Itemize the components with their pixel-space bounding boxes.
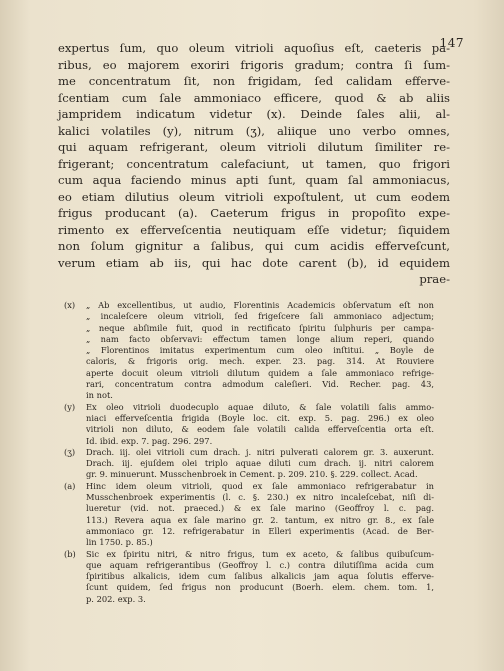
footnote-line: 113.) Revera aqua ex ſale marino gr. 2. tantum, ex nitro gr. 8., ex ſale	[86, 514, 434, 525]
footnote-label: (ʒ)	[64, 446, 76, 457]
footnote-line: Ex oleo vitrioli duodecuplo aquae diluto, & ſale volatili ſalis ammo-	[86, 401, 434, 412]
footnote-line: aperte docuit oleum vitrioli dilutum quidem a ſale ammoniaco refrige-	[86, 367, 434, 378]
footnote-label: (x)	[64, 300, 76, 310]
text-line: cum aqua faciendo minus apti ſunt, quam ſal ammoniacus,	[58, 173, 450, 187]
text-line: qui aquam refrigerant, oleum vitrioli dilutum ſimiliter re-	[58, 140, 450, 154]
footnote-line: Drach. iij. olei vitrioli cum drach. j. nitri pulverati calorem gr. 3. auxerunt.	[86, 446, 434, 457]
footnote-line: Hinc idem oleum vitrioli, quod ex ſale ammoniaco refrigerabatur in	[86, 480, 434, 491]
footnote	[64, 481, 434, 549]
footnote-line: „ incaleſcere oleum vitrioli, ſed frigeſcere ſali ammoniaco adjectum;	[86, 311, 434, 322]
footnote-line: caloris, & frigoris orig. mech. exper. 23. pag. 314. At Rouviere	[86, 356, 434, 367]
footnote-line: „ nam facto obſervavi: effectum tamen longe alium reperi, quando	[86, 333, 434, 344]
footnote-line: rari, concentratum contra admodum caleſieri. Vid. Recher. pag. 43,	[86, 379, 434, 390]
footnote-line: ſpiritibus alkalicis, idem cum ſalibus alkalicis jam aqua ſolutis efferve-	[86, 571, 434, 582]
text-line: me concentratum ſit, non frigidam, ſed calidam efferve-	[58, 74, 450, 88]
footnote-line: Drach. iij. ejuſdem olei triplo aquae diluti cum drach. ij. nitri calorem	[86, 458, 434, 469]
text-line: verum etiam ab iis, qui hac dote carent (b), id equidem	[58, 255, 450, 270]
footnote	[64, 402, 434, 447]
footnote-line: in not.	[86, 390, 113, 401]
footnote-line: „ Florentinos imitatus experimentum cum oleo inſtitui. „ Boyle de	[86, 345, 434, 356]
footnote-line: Id. ibid. exp. 7. pag. 296. 297.	[86, 435, 213, 446]
footnote-label: (a)	[64, 480, 76, 491]
text-line: prae-	[419, 272, 450, 286]
page-number: 147	[439, 36, 464, 50]
text-line: eo etiam dilutius oleum vitrioli expoſtulent, ut cum eodem	[58, 189, 450, 204]
footnote	[64, 300, 434, 402]
main-text	[58, 40, 450, 288]
footnote-line: gr. 9. minuerunt. Musschenbroek in Cement. p. 209. 210. §. 229. collect. Acad.	[86, 469, 418, 480]
footnote-line: „ Ab excellentibus, ut audio, Florentinis Academicis obſervatum eſt non	[86, 300, 434, 310]
footnote-line: p. 202. exp. 3.	[86, 593, 146, 604]
text-line: jampridem indicatum videtur (x). Deinde ſales alii, al-	[58, 107, 450, 121]
text-line: rimento ex efferveſcentia neutiquam eſſe videtur; ſiquidem	[58, 222, 450, 237]
text-line: frigerant; concentratum calefaciunt, ut tamen, quo frigori	[58, 156, 450, 171]
footnote-label: (y)	[64, 401, 76, 412]
footnote-line: que aquam refrigerantibus (Geoffroy l. c.) contra dilutiſſima acida cum	[86, 559, 434, 570]
footnote-label: (b)	[64, 548, 76, 559]
text-line: kalici volatiles (y), nitrum (ʒ), aliique uno verbo omnes,	[58, 123, 450, 138]
text-line: ribus, eo majorem exoriri frigoris gradum; contra ſi ſum-	[58, 57, 450, 72]
text-line: expertus ſum, quo oleum vitrioli aquoſius eſt, caeteris pa-	[58, 41, 450, 55]
footnote	[64, 447, 434, 481]
footnote-line: vitrioli non diluto, & eodem ſale volatili calida efferveſcentia orta eſt.	[86, 424, 434, 435]
text-line: non ſolum gignitur a ſalibus, qui cum acidis efferveſcunt,	[58, 239, 450, 253]
footnote-line: niaci efferveſcentia frigida (Boyle loc. cit. exp. 5. pag. 296.) ex oleo	[86, 412, 434, 423]
footnote-line: lueretur (vid. not. praeced.) & ex ſale marino (Geoffroy l. c. pag.	[86, 503, 434, 514]
footnote	[64, 549, 434, 605]
footnote-line: „ neque abſimile fuit, quod in rectificato ſpiritu ſulphuris per campa-	[86, 322, 434, 333]
text-line: frigus producant (a). Caeterum frigus in propoſito expe-	[58, 206, 450, 220]
footnote-line: Musschenbroek experimentis (l. c. §. 230.) ex nitro incaleſcebat, niſi di-	[86, 492, 434, 503]
footnote-line: lin 1750. p. 85.)	[86, 537, 153, 548]
footnotes	[64, 300, 434, 605]
footnote-line: ammoniaco gr. 12. refrigerabatur in Elleri experimentis (Acad. de Ber-	[86, 525, 434, 536]
text-line: ſcentiam cum ſale ammoniaco efficere, quod & ab aliis	[58, 90, 450, 105]
footnote-line: ſcunt quidem, ſed frigus non producunt (Boerh. elem. chem. tom. 1,	[86, 582, 434, 593]
footnote-line: Sic ex ſpiritu nitri, & nitro frigus, tum ex aceto, & ſalibus quibuſcum-	[86, 548, 434, 559]
